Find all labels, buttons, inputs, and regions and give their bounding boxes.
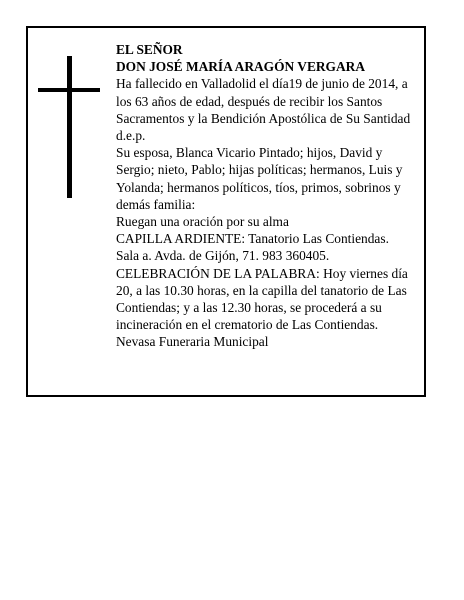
text-line: Ha fallecido en Valladolid el día19 de junio de 2014, a	[116, 76, 408, 92]
cross-icon	[67, 56, 72, 198]
obituary-notice	[26, 26, 426, 397]
text-line: Contiendas; y a las 12.30 horas, se procederá a su	[116, 300, 382, 316]
text-line: Sala a. Avda. de Gijón, 71. 983 360405.	[116, 248, 330, 264]
cross-icon-crossbar	[38, 88, 100, 92]
text-line: Sacramentos y la Bendición Apostólica de Su Santidad	[116, 110, 411, 126]
text-line: demás familia:	[116, 196, 196, 212]
text-line: CAPILLA ARDIENTE: Tanatorio Las Contiendas.	[116, 231, 389, 247]
text-line: 20, a las 10.30 horas, en la capilla del tanatorio de Las	[116, 282, 407, 298]
text-line: d.e.p.	[116, 128, 146, 144]
obituary-text	[116, 41, 418, 351]
deceased-name: DON JOSÉ MARÍA ARAGÓN VERGARA	[116, 59, 365, 75]
text-line: Yolanda; hermanos políticos, tíos, primos, sobrinos y	[116, 179, 401, 195]
funeral-home: Nevasa Funeraria Municipal	[116, 334, 269, 350]
text-line: Ruegan una oración por su alma	[116, 214, 289, 230]
text-line: los 63 años de edad, después de recibir los Santos	[116, 93, 383, 109]
text-line: Sergio; nieto, Pablo; hijas políticas; hermanos, Luis y	[116, 162, 403, 178]
text-line: Su esposa, Blanca Vicario Pintado; hijos, David y	[116, 145, 383, 161]
text-line: CELEBRACIÓN DE LA PALABRA: Hoy viernes día	[116, 265, 408, 281]
obituary-heading: EL SEÑOR	[116, 42, 183, 57]
text-line: incineración en el crematorio de Las Contiendas.	[116, 317, 379, 333]
